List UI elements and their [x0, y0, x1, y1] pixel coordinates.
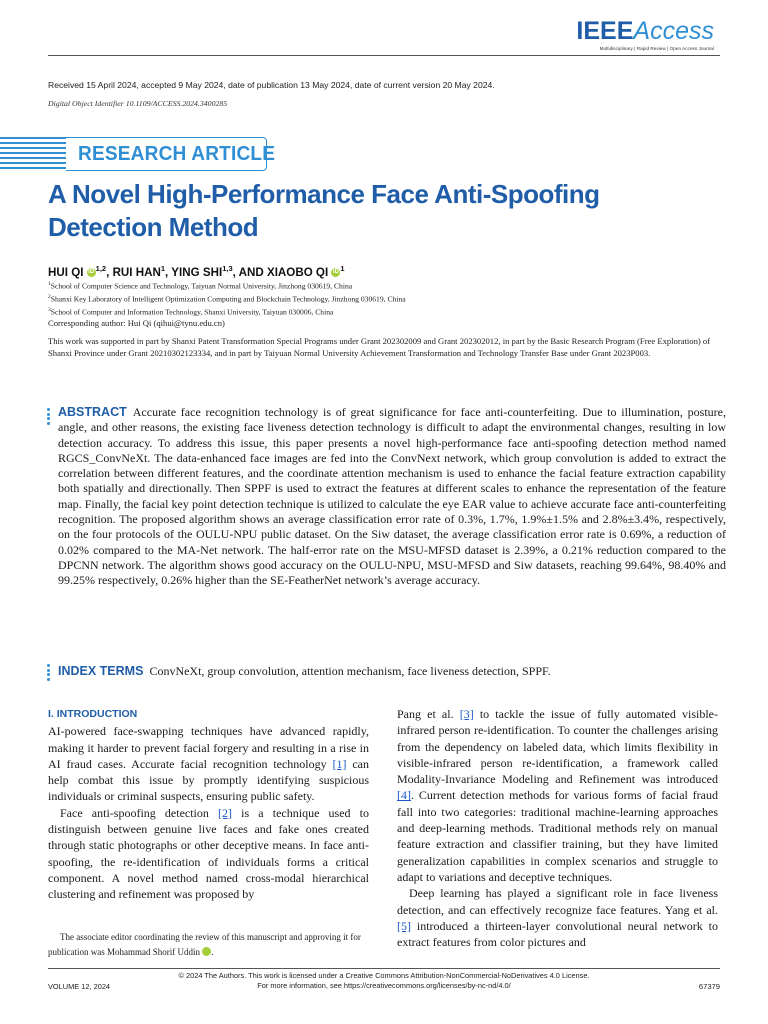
index-terms — [58, 664, 726, 679]
abstract — [58, 405, 726, 589]
page-number: 67379 — [698, 982, 720, 991]
author-list: HUI QI iD $^{1,2}$, RUI HAN$^1$, YING SHI$^{1,3}$, AND XIAOBO QI iD $^1$ — [48, 264, 345, 279]
section-heading: I. INTRODUCTION — [48, 708, 138, 720]
index-terms-marker-icon — [47, 664, 50, 682]
author-name: AND XIAOBO QI — [238, 265, 329, 279]
journal-brand: IEEEAccess — [576, 17, 714, 45]
orcid-icon[interactable]: iD — [88, 268, 95, 275]
banner-stripes — [0, 137, 66, 169]
license-notice: © 2024 The Authors. This work is licensed under a Creative Commons Attribution-NonCommercial-NoDerivatives 4.0 License. For more information, see https://creativecommons.org/licenses/by-nc-nd/4.0/ — [140, 971, 628, 990]
abstract-marker-icon — [47, 408, 50, 426]
affiliation: $^3$School of Computer and Information Technology, Shanxi University, Taiyuan 030006, China — [48, 307, 334, 317]
paragraph: Pang et al. [3] to tackle the issue of fully automated visible-infrared person re-identification. To counter the challenges arising from the dependency on labeled data, which limits flexibility in visible-infrared person re-identification, a framework called Modality-Invariance Modeling and Refinement was introduced [4]. Current detection methods for various forms of facial fraud fall into two categories: traditional machine-learning approaches and deep-learning methods. Traditional methods rely on manual feature extraction and classifier training, but they have limited generalization capabilities in complex scenarios and struggle to adapt to variations and deceptive techniques. — [397, 707, 718, 884]
received-dates: Received 15 April 2024, accepted 9 May 2024, date of publication 13 May 2024, date of current version 20 May 2024. — [48, 80, 495, 90]
volume-label: VOLUME 12, 2024 — [48, 982, 111, 991]
citation-link[interactable]: [3] — [459, 707, 474, 721]
abstract-label: ABSTRACT — [58, 405, 127, 419]
index-terms-label: INDEX TERMS — [58, 664, 144, 678]
footer-divider — [48, 968, 720, 969]
funding-statement: This work was supported in part by Shanxi Patent Transformation Special Programs under Grant 202302009 and Grant 202302012, in part by the Basic Research Program (Free Exploration) of Shanxi Province under Grant 20210302123334, and in part by Taiyuan Normal University Achievement Transformation and Technology Transfer Base under Grant 2023P003. — [48, 336, 711, 358]
license-link[interactable]: For more information, see https://creativecommons.org/licenses/by-nc-nd/4.0/ — [257, 980, 511, 990]
corresponding-author: Corresponding author: Hui Qi (qihui@tynu.edu.cn) — [48, 318, 225, 328]
journal-logo — [576, 18, 714, 51]
author-name: YING SHI — [171, 265, 223, 279]
paragraph: Face anti-spoofing detection [2] is a technique used to distinguish between genuine live faces and fake ones created through static photographs or other deceptive means. In face anti-spoofing, the re-identification of individuals forms a critical component. A novel method named cross-modal hierarchical clustering and refinement was proposed by — [48, 805, 370, 902]
editor-footnote: The associate editor coordinating the review of this manuscript and approving it for publication was Mohammad Shorif Uddin iD. — [48, 932, 361, 957]
journal-tagline: Multidisciplinary | Rapid Review | Open Access Journal — [599, 46, 714, 51]
article-type-label: RESEARCH ARTICLE — [78, 142, 276, 165]
orcid-icon[interactable]: iD — [202, 947, 211, 956]
citation-link[interactable]: [4] — [397, 788, 411, 803]
abstract-text: Accurate face recognition technology is of great significance for face anti-counterfeiting. Due to illumination, posture, angle, and other reasons, the existing face liveness detection technology is difficult to adapt the environmental changes, resulting in low detection accuracy. To address this issue, this paper presents a novel high-performance face anti-spoofing detection method named RGCS_ConvNeXt. The data-enhanced face images are fed into the ConvNext network, which group convolution is added to extract the correlation between different features, and the coordinate attention mechanism is used to enhance the facial feature extraction capability both spatially and directionally. Then SPPF is used to extract the features at different scales to enhance the representation of the feature map. Finally, the facial key point detection technique is utilized to calculate the eye EAR value to achieve accurate face anti-counterfeiting recognition. The proposed algorithm shows an average classification error rate of 0.3%, 1.7%, 1.9%±1.5% and 2.8%±3.4%, respectively, on the four protocols of the OULU-NPU public dataset. On the Siw dataset, the average classification error rate is 0.69%, a reduction of 0.02% compared to the MA-Net network. The half-error rate on the MSU-MFSD dataset is 2.39%, a 0.21% reduction compared to the DPCNN network. The algorithm shows good accuracy on the OULU-NPU, MSU-MFSD and Siw datasets, reaching 99.64%, 98.40% and 99.25% respectively, 0.26% higher than the SE-FeatherNet network’s average accuracy. — [58, 405, 726, 588]
right-column — [397, 706, 718, 950]
index-terms-text: ConvNeXt, group convolution, attention mechanism, face liveness detection, SPPF. — [149, 664, 551, 678]
affiliations — [48, 279, 406, 318]
paragraph: AI-powered face-swapping techniques have advanced rapidly, making it harder to prevent facial forgery and resulting in a rise in AI fraud cases. Accurate facial recognition technology [1] can help combat this issue by promptly identifying suspicious individuals or criminal suspects, ensuring public safety. — [48, 724, 369, 804]
header-divider — [48, 55, 720, 56]
affiliation: $^1$School of Computer Science and Technology, Taiyuan Normal University, Jinzhong 030619, China — [48, 281, 353, 291]
affiliation: $^2$Shanxi Key Laboratory of Intelligent Optimization Computing and Blockchain Technology, Jinzhong 030619, China — [48, 294, 406, 304]
citation-link[interactable]: [2] — [218, 805, 233, 820]
author-name: RUI HAN — [112, 265, 161, 279]
doi: Digital Object Identifier 10.1109/ACCESS.2024.3400285 — [48, 99, 228, 108]
citation-link[interactable]: [1] — [332, 756, 347, 771]
citation-link[interactable]: [5] — [397, 918, 411, 933]
left-column — [48, 706, 369, 903]
orcid-icon[interactable]: iD — [332, 268, 339, 275]
author-name: HUI QI — [48, 265, 84, 279]
article-title: A Novel High-Performance Face Anti-Spoofing Detection Method — [48, 179, 600, 242]
article-type-banner — [0, 133, 276, 173]
paragraph: Deep learning has played a significant role in face liveness detection, and can effectively recognize face features. Yang et al. [5] introduced a thirteen-layer convolutional neural network to extract features from color pictures and — [397, 886, 718, 950]
